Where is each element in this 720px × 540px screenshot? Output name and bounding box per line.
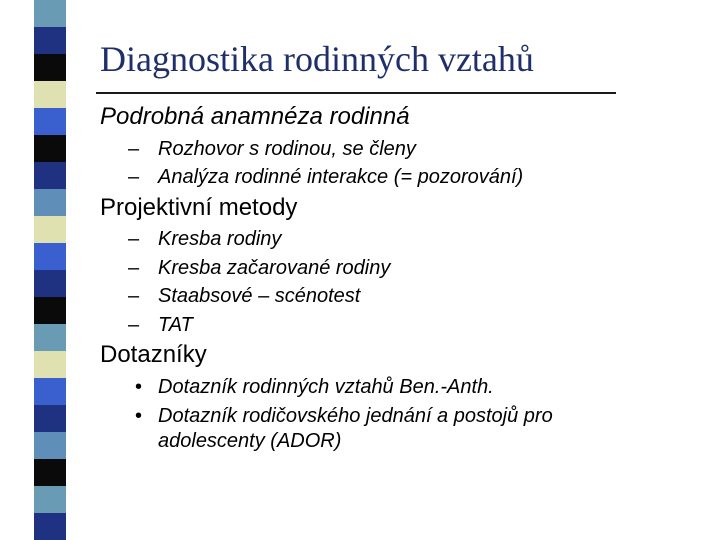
stripe-block bbox=[34, 135, 66, 162]
stripe-block bbox=[34, 513, 66, 540]
list-item: Kresba začarované rodiny bbox=[158, 257, 391, 279]
dash-marker: – bbox=[128, 138, 140, 160]
list-item: Staabsové – scénotest bbox=[158, 285, 361, 307]
list-item: Analýza rodinné interakce (= pozorování) bbox=[158, 166, 524, 188]
stripe-block bbox=[34, 108, 66, 135]
list-item: TAT bbox=[158, 314, 193, 336]
title-underline bbox=[96, 92, 616, 94]
stripe-block bbox=[34, 324, 66, 351]
list-item: Kresba rodiny bbox=[158, 228, 282, 250]
stripe-block bbox=[34, 297, 66, 324]
stripe-block bbox=[34, 189, 66, 216]
stripe-block bbox=[34, 54, 66, 81]
list-item: Dotazník rodinných vztahů Ben.-Anth. bbox=[158, 376, 494, 398]
stripe-block bbox=[34, 0, 66, 27]
stripe-block bbox=[34, 432, 66, 459]
stripe-block bbox=[34, 351, 66, 378]
dash-marker: – bbox=[128, 257, 140, 279]
list-item: Dotazník rodičovského jednání a postojů pro bbox=[158, 405, 553, 427]
slide-title: Diagnostika rodinných vztahů bbox=[100, 39, 534, 79]
stripe-block bbox=[34, 81, 66, 108]
dash-marker: – bbox=[128, 228, 140, 250]
dash-marker: – bbox=[128, 166, 140, 188]
stripe-block bbox=[34, 378, 66, 405]
stripe-block bbox=[34, 270, 66, 297]
stripe-block bbox=[34, 243, 66, 270]
decorative-stripe bbox=[0, 0, 66, 540]
stripe-block bbox=[34, 486, 66, 513]
bullet-marker: • bbox=[135, 405, 143, 427]
stripe-block bbox=[34, 459, 66, 486]
stripe-block bbox=[34, 162, 66, 189]
section-heading-anamneza: Podrobná anamnéza rodinná bbox=[100, 103, 410, 130]
stripe-block bbox=[34, 405, 66, 432]
stripe-block bbox=[34, 27, 66, 54]
list-item-continuation: adolescenty (ADOR) bbox=[158, 430, 342, 452]
dash-marker: – bbox=[128, 314, 140, 336]
list-item: Rozhovor s rodinou, se členy bbox=[158, 138, 416, 160]
section-heading-dotazniky: Dotazníky bbox=[100, 341, 207, 368]
bullet-marker: • bbox=[135, 376, 143, 398]
stripe-block bbox=[34, 216, 66, 243]
section-heading-projektivni: Projektivní metody bbox=[100, 194, 298, 221]
dash-marker: – bbox=[128, 285, 140, 307]
